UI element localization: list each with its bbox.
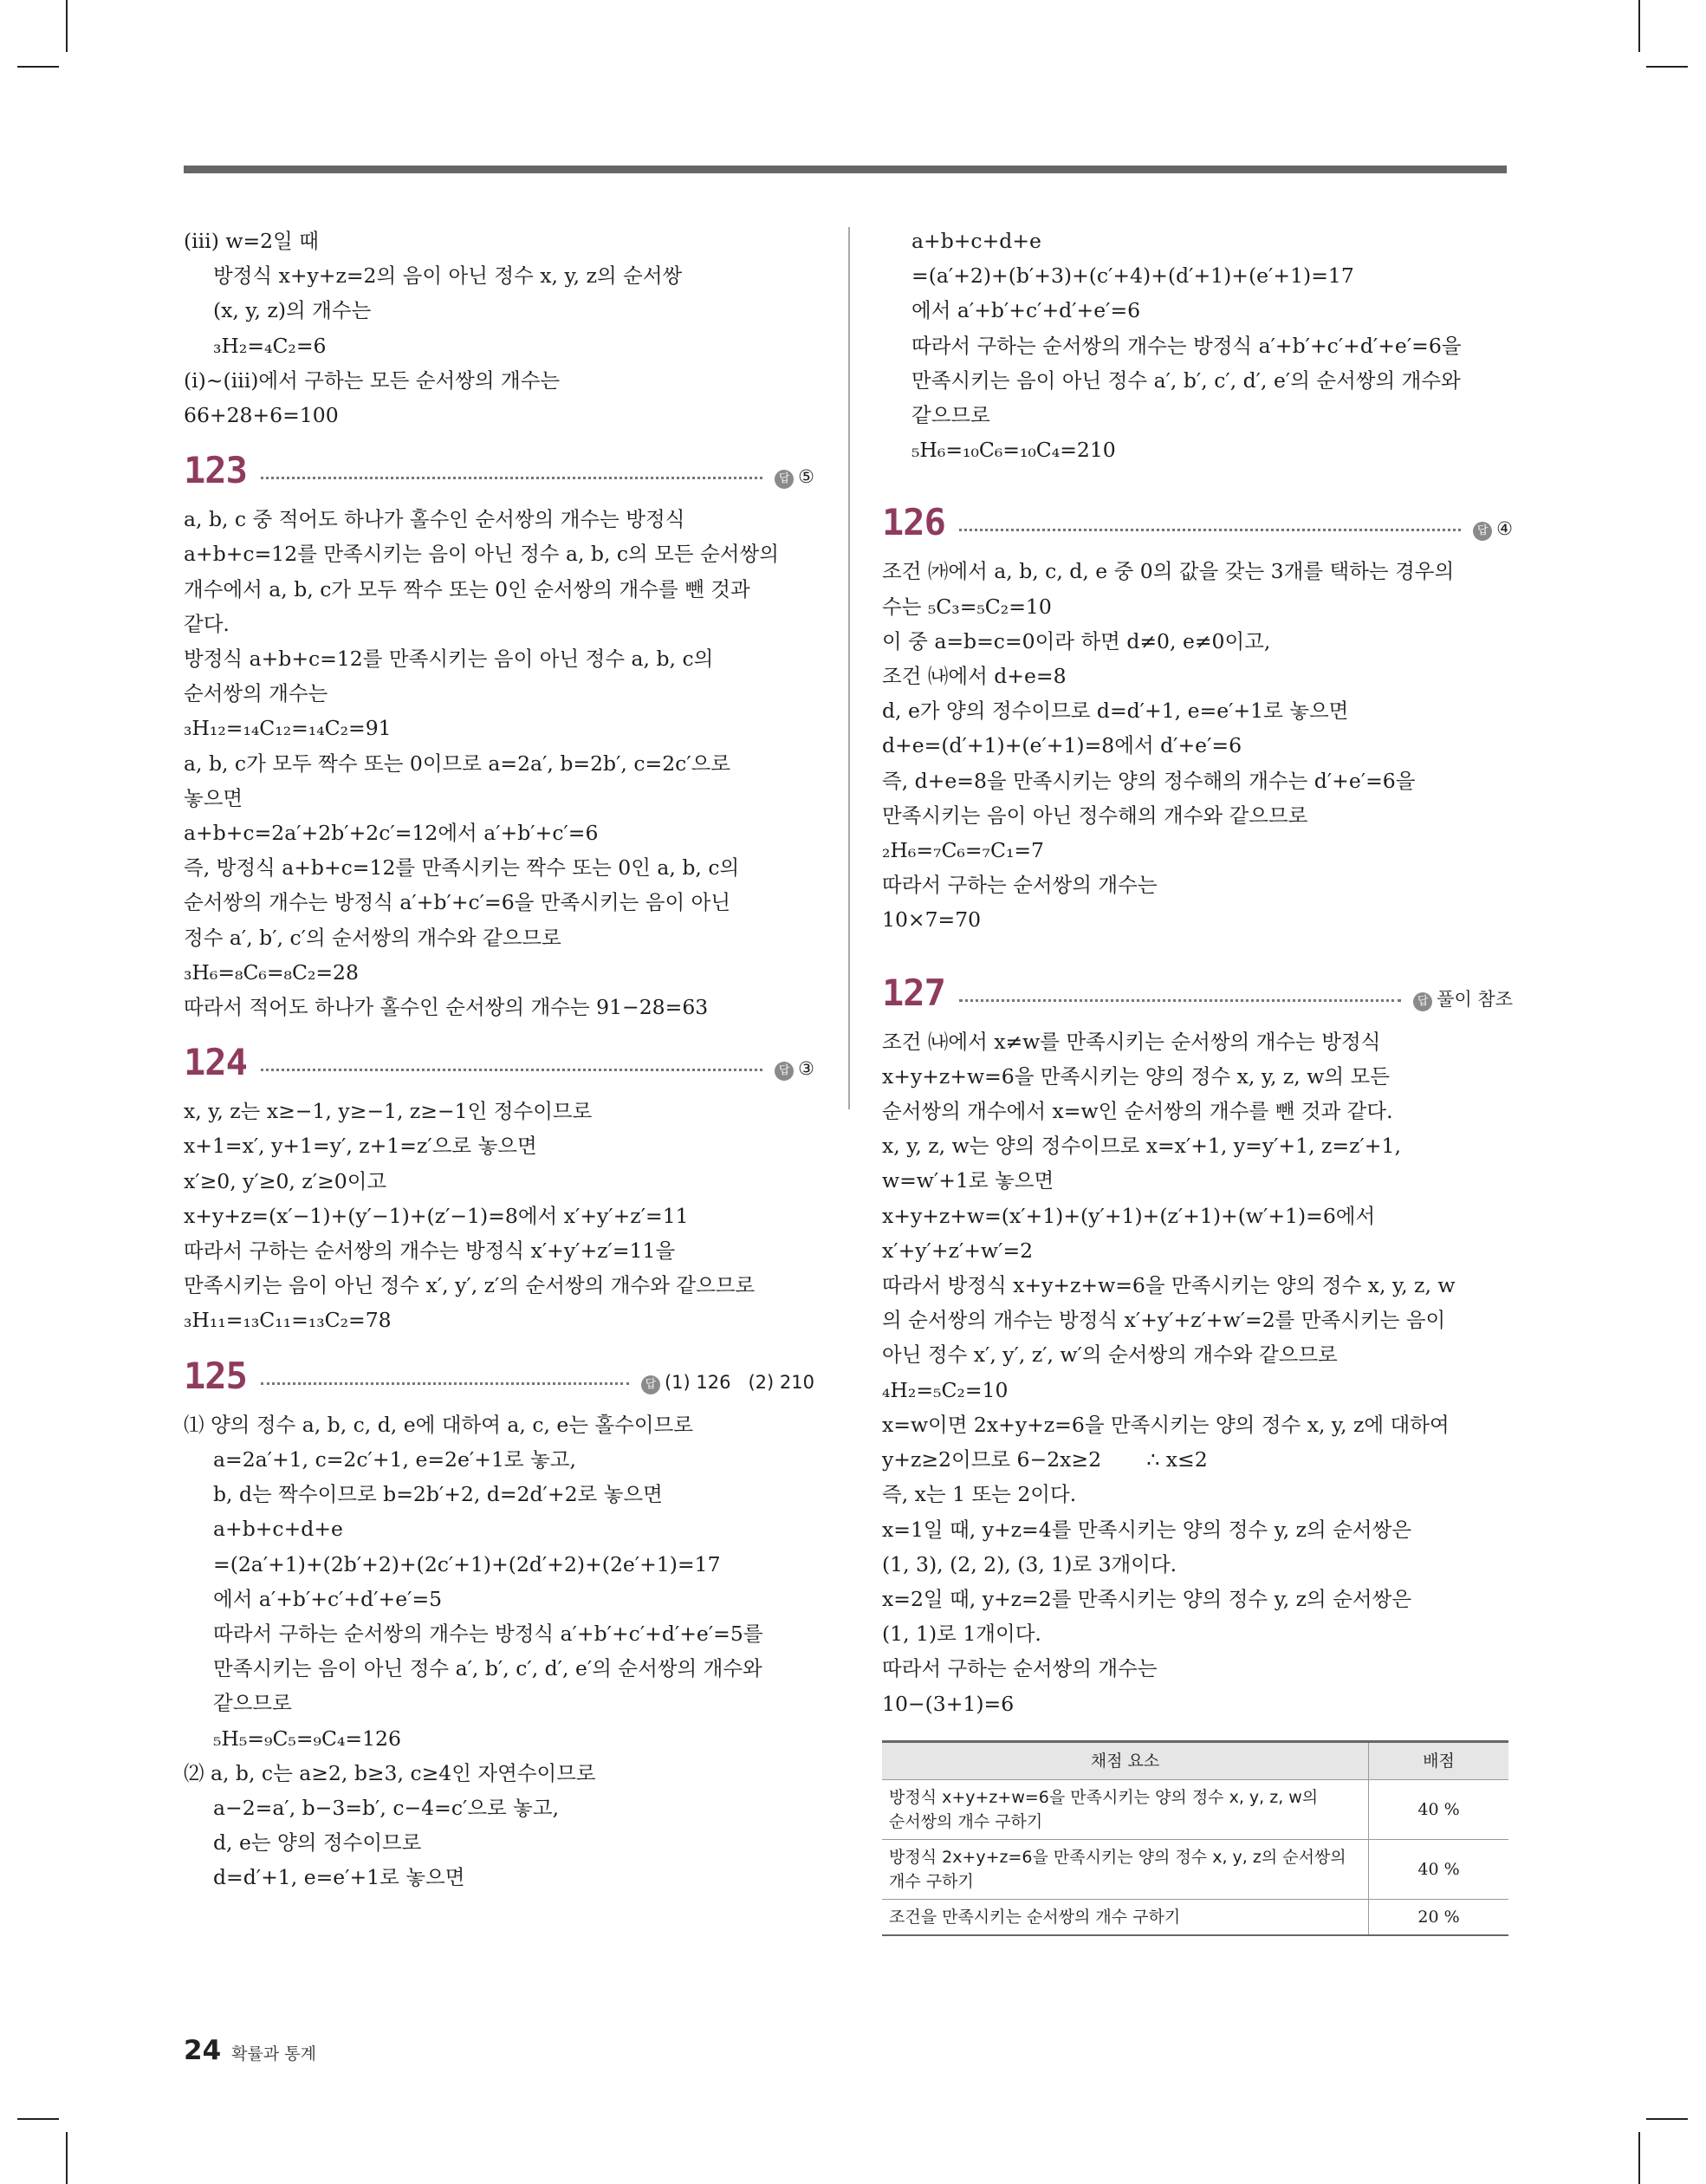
solution-line: 66+28+6=100 xyxy=(184,403,339,428)
answer-label xyxy=(1413,986,1513,1012)
solution-line: =(a′+2)+(b′+3)+(c′+4)+(d′+1)+(e′+1)=17 xyxy=(911,263,1354,289)
solution-line: 같다. xyxy=(184,611,230,636)
answer-label xyxy=(775,1056,814,1082)
page-number: 24 xyxy=(184,2035,222,2066)
solution-line: (1, 1)로 1개이다. xyxy=(882,1622,1041,1647)
solution-line: ⑵ a, b, c는 a≥2, b≥3, c≥4인 자연수이므로 xyxy=(184,1760,596,1785)
solution-line: x+y+z=(x′−1)+(y′−1)+(z′−1)=8에서 x′+y′+z′=11 xyxy=(184,1203,689,1228)
answer-value: (1) 126 (2) 210 xyxy=(664,1371,814,1393)
solution-line: (ⅰ)~(ⅲ)에서 구하는 모든 순서쌍의 개수는 xyxy=(184,367,561,393)
cell-line: 방정식 2x+y+z=6을 만족시키는 양의 정수 x, y, z의 순서쌍의 xyxy=(889,1847,1346,1867)
solution-line: 순서쌍의 개수는 방정식 a′+b′+c′=6을 만족시키는 음이 아닌 xyxy=(184,890,731,915)
solution-line: 따라서 방정식 x+y+z+w=6을 만족시키는 양의 정수 x, y, z, w xyxy=(882,1273,1456,1298)
dotted-leader xyxy=(261,477,762,479)
answer-label xyxy=(775,464,814,490)
crop-mark xyxy=(1646,2118,1688,2120)
solution-line: 조건 ㈏에서 x≠w를 만족시키는 순서쌍의 개수는 방정식 xyxy=(882,1029,1381,1054)
dotted-leader xyxy=(959,529,1461,531)
solution-line: 따라서 구하는 순서쌍의 개수는 방정식 x′+y′+z′=11을 xyxy=(184,1238,676,1264)
answer-badge-icon: 답 xyxy=(1413,992,1432,1011)
table-cell xyxy=(882,1839,1369,1899)
solution-line: 같으므로 xyxy=(911,403,990,428)
solution-line: 즉, x는 1 또는 2이다. xyxy=(882,1482,1077,1507)
solution-line: 조건 ㈏에서 d+e=8 xyxy=(882,664,1067,689)
solution-line: 개수에서 a, b, c가 모두 짝수 또는 0인 순서쌍의 개수를 뺀 것과 xyxy=(184,576,750,601)
crop-mark xyxy=(66,2132,68,2184)
cell-line: 방정식 x+y+z+w=6을 만족시키는 양의 정수 x, y, z, w의 xyxy=(889,1787,1319,1807)
solution-line: x=1일 때, y+z=4를 만족시키는 양의 정수 y, z의 순서쌍은 xyxy=(882,1517,1412,1542)
solution-line: 에서 a′+b′+c′+d′+e′=5 xyxy=(213,1586,443,1611)
solution-line: 만족시키는 음이 아닌 정수 x′, y′, z′의 순서쌍의 개수와 같으므로 xyxy=(184,1273,756,1298)
column-header: 배점 xyxy=(1369,1741,1509,1779)
solution-line: ₃H₂=₄C₂=6 xyxy=(213,333,327,358)
problem-number: 125 xyxy=(184,1354,247,1397)
solution-line: a−2=a′, b−3=b′, c−4=c′으로 놓고, xyxy=(213,1795,560,1820)
solution-line: 만족시키는 음이 아닌 정수 a′, b′, c′, d′, e′의 순서쌍의 개수와 xyxy=(911,367,1461,393)
answer-value: 풀이 참조 xyxy=(1437,988,1513,1010)
dotted-leader xyxy=(261,1069,762,1071)
solution-line: x+y+z+w=(x′+1)+(y′+1)+(z′+1)+(w′+1)=6에서 xyxy=(882,1203,1376,1228)
crop-mark xyxy=(17,2118,59,2120)
solution-line: 순서쌍의 개수는 xyxy=(184,681,328,706)
solution-line: 따라서 구하는 순서쌍의 개수는 xyxy=(882,1656,1158,1681)
answer-badge-icon: 답 xyxy=(775,1062,794,1081)
left-column xyxy=(184,224,814,1895)
solution-line: 따라서 구하는 순서쌍의 개수는 방정식 a′+b′+c′+d′+e′=6을 xyxy=(911,333,1462,358)
solution-line: ₂H₆=₇C₆=₇C₁=7 xyxy=(882,838,1045,863)
problem-number: 126 xyxy=(882,501,945,544)
solution-line: a, b, c 중 적어도 하나가 홀수인 순서쌍의 개수는 방정식 xyxy=(184,507,685,532)
cell-line: 순서쌍의 개수 구하기 xyxy=(889,1811,1043,1831)
problem-number: 123 xyxy=(184,449,247,492)
solution-line: ₄H₂=₅C₂=10 xyxy=(882,1377,1009,1402)
answer-label xyxy=(641,1369,814,1395)
solution-line: 아닌 정수 x′, y′, z′, w′의 순서쌍의 개수와 같으므로 xyxy=(882,1342,1338,1368)
solution-line: 이 중 a=b=c=0이라 하면 d≠0, e≠0이고, xyxy=(882,628,1271,653)
solution-line: d, e가 양의 정수이므로 d=d′+1, e=e′+1로 놓으면 xyxy=(882,699,1349,724)
solution-line: 조건 ㈎에서 a, b, c, d, e 중 0의 값을 갖는 3개를 택하는 경우의 xyxy=(882,559,1455,584)
table-cell: 40 % xyxy=(1369,1839,1509,1899)
solution-line: x=w이면 2x+y+z=6을 만족시키는 양의 정수 x, y, z에 대하여 xyxy=(882,1412,1450,1437)
answer-badge-icon: 답 xyxy=(775,470,794,489)
solution-line: ₅H₆=₁₀C₆=₁₀C₄=210 xyxy=(911,438,1116,463)
solution-line: d=d′+1, e=e′+1로 놓으면 xyxy=(213,1865,465,1890)
book-title: 확률과 통계 xyxy=(231,2044,316,2064)
solution-line: a=2a′+1, c=2c′+1, e=2e′+1로 놓고, xyxy=(213,1446,576,1472)
answer-label xyxy=(1473,516,1513,542)
answer-value: ③ xyxy=(798,1058,814,1080)
page-footer xyxy=(184,2035,316,2066)
crop-mark xyxy=(17,66,59,68)
solution-line: 즉, d+e=8을 만족시키는 양의 정수해의 개수는 d′+e′=6을 xyxy=(882,768,1416,793)
dotted-leader xyxy=(261,1382,629,1385)
solution-line: ₃H₆=₈C₆=₈C₂=28 xyxy=(184,959,359,985)
right-column xyxy=(882,224,1513,1936)
solution-line: 방정식 a+b+c=12를 만족시키는 음이 아닌 정수 a, b, c의 xyxy=(184,647,714,672)
problem-header xyxy=(184,439,814,491)
problem-header xyxy=(882,491,1513,543)
solution-line: 즉, 방정식 a+b+c=12를 만족시키는 짝수 또는 0인 a, b, c의 xyxy=(184,855,740,881)
solution-line: d, e는 양의 정수이므로 xyxy=(213,1830,422,1856)
solution-line: 순서쌍의 개수에서 x=w인 순서쌍의 개수를 뺀 것과 같다. xyxy=(882,1099,1393,1124)
crop-mark xyxy=(66,0,68,52)
crop-mark xyxy=(1646,66,1688,68)
solution-line: ₅H₅=₉C₅=₉C₄=126 xyxy=(213,1726,401,1751)
solution-line: 수는 ₅C₃=₅C₂=10 xyxy=(882,594,1052,619)
solution-line: w=w′+1로 놓으면 xyxy=(882,1168,1054,1193)
crop-mark xyxy=(1638,2132,1640,2184)
solution-line: 10−(3+1)=6 xyxy=(882,1691,1015,1716)
solution-line: 의 순서쌍의 개수는 방정식 x′+y′+z′+w′=2를 만족시키는 음이 xyxy=(882,1308,1446,1333)
answer-value: ⑤ xyxy=(798,466,814,488)
solution-line: ₃H₁₁=₁₃C₁₁=₁₃C₂=78 xyxy=(184,1308,392,1333)
solution-line: ⑴ 양의 정수 a, b, c, d, e에 대하여 a, c, e는 홀수이므로 xyxy=(184,1412,694,1437)
solution-line: y+z≥2이므로 6−2x≥2 ∴ x≤2 xyxy=(882,1447,1208,1472)
solution-line: 만족시키는 음이 아닌 정수 a′, b′, c′, d′, e′의 순서쌍의 개수와 xyxy=(213,1656,762,1681)
solution-line: d+e=(d′+1)+(e′+1)=8에서 d′+e′=6 xyxy=(882,733,1242,758)
solution-line: =(2a′+1)+(2b′+2)+(2c′+1)+(2d′+2)+(2e′+1)=17 xyxy=(213,1551,721,1576)
solution-line: a, b, c가 모두 짝수 또는 0이므로 a=2a′, b=2b′, c=2c′으로 xyxy=(184,751,731,776)
header-rule xyxy=(184,166,1507,173)
scoring-table xyxy=(882,1740,1508,1936)
solution-line: 방정식 x+y+z=2의 음이 아닌 정수 x, y, z의 순서쌍 xyxy=(213,263,683,289)
solution-line: x, y, z는 x≥−1, y≥−1, z≥−1인 정수이므로 xyxy=(184,1099,593,1124)
problem-header xyxy=(184,1345,814,1397)
table-cell: 20 % xyxy=(1369,1899,1509,1935)
solution-line: x′≥0, y′≥0, z′≥0이고 xyxy=(184,1168,387,1193)
solution-line: 같으므로 xyxy=(213,1691,292,1716)
solution-line: b, d는 짝수이므로 b=2b′+2, d=2d′+2로 놓으면 xyxy=(213,1482,663,1507)
solution-line: 정수 a′, b′, c′의 순서쌍의 개수와 같으므로 xyxy=(184,925,561,950)
table-cell xyxy=(882,1779,1369,1839)
solution-line: x+y+z+w=6을 만족시키는 양의 정수 x, y, z, w의 모든 xyxy=(882,1063,1390,1089)
solution-line: x′+y′+z′+w′=2 xyxy=(882,1238,1034,1263)
solution-line: 따라서 적어도 하나가 홀수인 순서쌍의 개수는 91−28=63 xyxy=(184,995,709,1020)
dotted-leader xyxy=(959,999,1401,1002)
solution-line: x+1=x′, y+1=y′, z+1=z′으로 놓으면 xyxy=(184,1134,537,1159)
column-divider xyxy=(848,227,850,1109)
cell-line: 조건을 만족시키는 순서쌍의 개수 구하기 xyxy=(889,1907,1181,1927)
table-cell xyxy=(882,1899,1369,1935)
table-header-row xyxy=(882,1741,1508,1779)
solution-line: ₃H₁₂=₁₄C₁₂=₁₄C₂=91 xyxy=(184,716,392,741)
solution-line: (ⅲ) w=2일 때 xyxy=(184,229,319,253)
problem-header xyxy=(184,1031,814,1083)
solution-line: x, y, z, w는 양의 정수이므로 x=x′+1, y=y′+1, z=z′+1, xyxy=(882,1134,1401,1159)
solution-line: a+b+c=2a′+2b′+2c′=12에서 a′+b′+c′=6 xyxy=(184,821,599,846)
solution-line: 10×7=70 xyxy=(882,907,982,933)
solution-line: 에서 a′+b′+c′+d′+e′=6 xyxy=(911,298,1141,323)
solution-line: 놓으면 xyxy=(184,785,243,810)
solution-line: 따라서 구하는 순서쌍의 개수는 xyxy=(882,873,1158,898)
table-row xyxy=(882,1779,1508,1839)
solution-line: a+b+c+d+e xyxy=(213,1517,343,1542)
solution-line: a+b+c+d+e xyxy=(911,229,1041,253)
answer-badge-icon: 답 xyxy=(641,1375,660,1394)
solution-line: 만족시키는 음이 아닌 정수해의 개수와 같으므로 xyxy=(882,803,1308,828)
crop-mark xyxy=(1638,0,1640,52)
table-row xyxy=(882,1839,1508,1899)
table-row xyxy=(882,1899,1508,1935)
problem-number: 124 xyxy=(184,1041,247,1084)
table-cell: 40 % xyxy=(1369,1779,1509,1839)
answer-value: ④ xyxy=(1496,518,1513,540)
solution-line: 따라서 구하는 순서쌍의 개수는 방정식 a′+b′+c′+d′+e′=5를 xyxy=(213,1621,763,1646)
problem-header xyxy=(882,962,1513,1014)
problem-number: 127 xyxy=(882,971,945,1014)
solution-line: x=2일 때, y+z=2를 만족시키는 양의 정수 y, z의 순서쌍은 xyxy=(882,1586,1412,1611)
answer-badge-icon: 답 xyxy=(1473,522,1492,541)
solution-line: (x, y, z)의 개수는 xyxy=(213,298,372,323)
solution-line: (1, 3), (2, 2), (3, 1)로 3개이다. xyxy=(882,1551,1177,1576)
solution-line: a+b+c=12를 만족시키는 음이 아닌 정수 a, b, c의 모든 순서쌍의 xyxy=(184,542,779,567)
cell-line: 개수 구하기 xyxy=(889,1871,974,1891)
column-header: 채점 요소 xyxy=(882,1741,1369,1779)
